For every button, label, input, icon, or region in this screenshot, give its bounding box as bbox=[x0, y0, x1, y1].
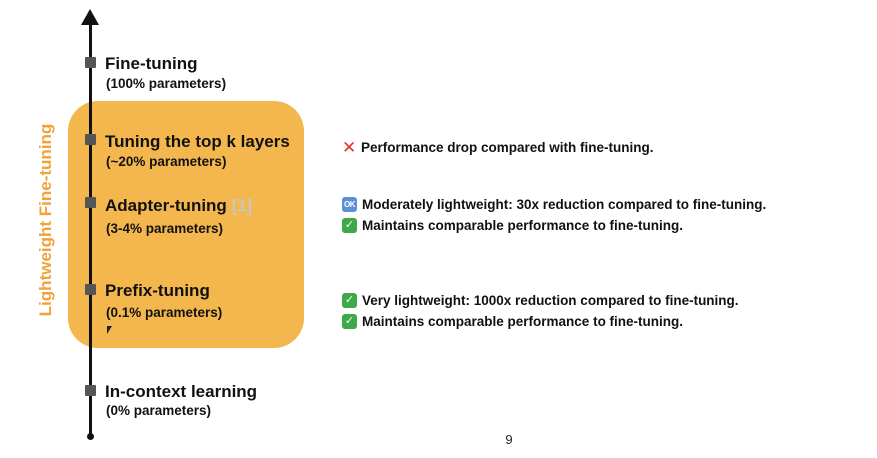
side-label: Lightweight Fine-tuning bbox=[36, 123, 55, 317]
note-prefix-2: ✓ Maintains comparable performance to fine-tuning. bbox=[342, 314, 683, 329]
level-marker bbox=[85, 284, 96, 295]
level-sub-fine-tuning: (100% parameters) bbox=[106, 76, 227, 91]
level-marker bbox=[85, 197, 96, 208]
level-title-adapter: Adapter-tuning [1] bbox=[105, 196, 253, 215]
arrow-up-icon bbox=[81, 9, 99, 25]
check-icon: ✓ bbox=[342, 218, 357, 233]
level-title-fine-tuning: Fine-tuning bbox=[105, 54, 198, 73]
page-number: 9 bbox=[505, 432, 513, 447]
note-adapter-1: OK Moderately lightweight: 30x reduction compared to fine-tuning. bbox=[344, 197, 767, 212]
level-sub-prefix: (0.1% parameters) bbox=[106, 305, 223, 320]
ok-icon: OK bbox=[342, 197, 357, 212]
level-title-prefix: Prefix-tuning bbox=[105, 281, 210, 300]
note-adapter-2: ✓ Maintains comparable performance to fine-tuning. bbox=[342, 218, 683, 233]
level-marker bbox=[85, 57, 96, 68]
cross-icon: ✕ bbox=[342, 138, 357, 157]
timeline-axis bbox=[89, 22, 92, 438]
axis-end-dot bbox=[87, 433, 94, 440]
mouse-cursor-icon bbox=[107, 326, 112, 334]
level-title-top-k: Tuning the top k layers bbox=[105, 132, 290, 151]
level-marker bbox=[85, 385, 96, 396]
check-icon: ✓ bbox=[342, 314, 357, 329]
level-sub-adapter: (3-4% parameters) bbox=[106, 221, 224, 236]
level-sub-in-context: (0% parameters) bbox=[106, 403, 212, 418]
level-sub-top-k: (~20% parameters) bbox=[106, 154, 227, 169]
note-top-k: ✕ Performance drop compared with fine-tuning. bbox=[342, 138, 654, 157]
level-marker bbox=[85, 134, 96, 145]
citation: [1] bbox=[231, 196, 253, 215]
check-icon: ✓ bbox=[342, 293, 357, 308]
level-title-in-context: In-context learning bbox=[105, 382, 258, 401]
note-prefix-1: ✓ Very lightweight: 1000x reduction compared to fine-tuning. bbox=[342, 293, 739, 308]
